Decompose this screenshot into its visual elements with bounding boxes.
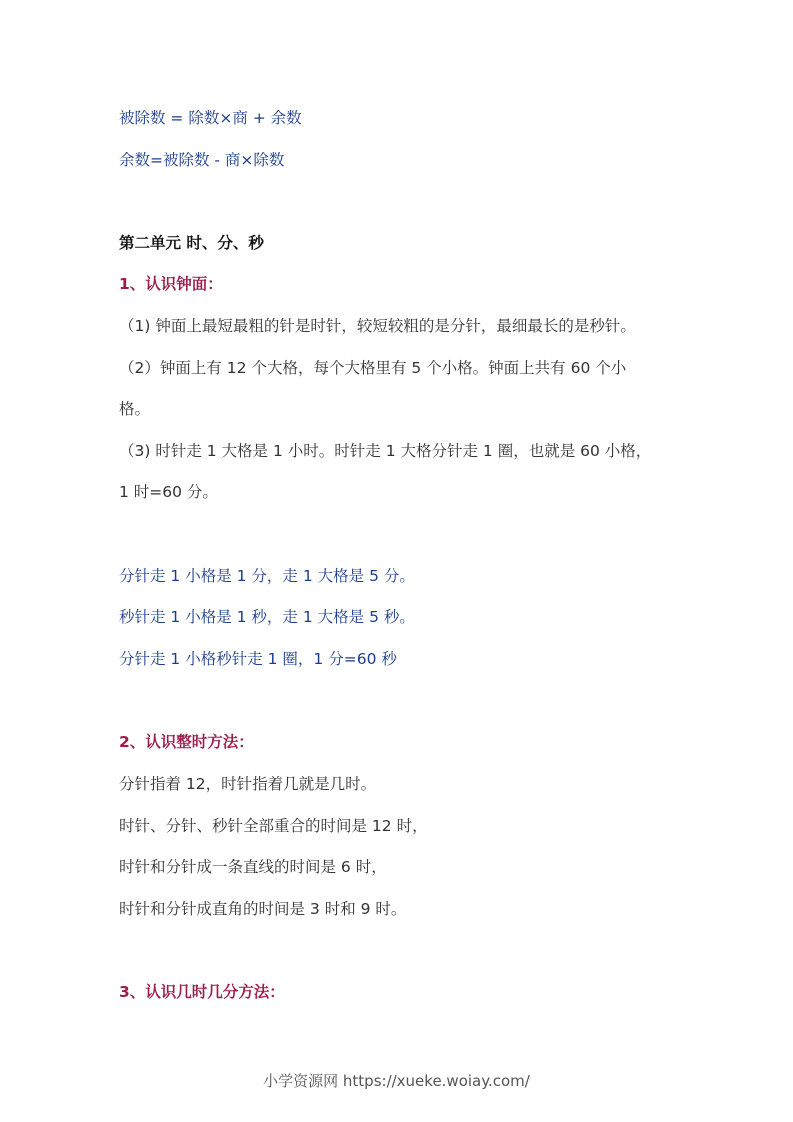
section2-line: 时针和分针成直角的时间是 3 时和 9 时。	[119, 900, 407, 918]
section1-line: 格。	[119, 400, 151, 418]
section1-line: （2）钟面上有 12 个大格，每个大格里有 5 个小格。钟面上共有 60 个小	[119, 359, 627, 377]
section1-line: （1) 钟面上最短最粗的针是时针，较短较粗的是分针，最细最长的是秒针。	[119, 317, 636, 335]
section2-line: 分针指着 12，时针指着几就是几时。	[119, 775, 377, 793]
section1-note: 分针走 1 小格是 1 分，走 1 大格是 5 分。	[119, 567, 415, 585]
section2-line: 时针、分针、秒针全部重合的时间是 12 时，	[119, 817, 428, 835]
section1-line: （3) 时针走 1 大格是 1 小时。时针走 1 大格分针走 1 圈，也就是 60 小格，	[119, 442, 652, 460]
formula-dividend: 被除数 = 除数×商 + 余数	[119, 109, 302, 127]
section2-title: 2、认识整时方法：	[119, 733, 254, 751]
formula-remainder: 余数=被除数 - 商×除数	[119, 151, 285, 169]
section1-line: 1 时=60 分。	[119, 483, 218, 501]
section1-note: 分针走 1 小格秒针走 1 圈，1 分=60 秒	[119, 650, 397, 668]
section2-line: 时针和分针成一条直线的时间是 6 时，	[119, 858, 387, 876]
section3-title: 3、认识几时几分方法：	[119, 983, 285, 1001]
section1-note: 秒针走 1 小格是 1 秒，走 1 大格是 5 秒。	[119, 608, 415, 626]
unit-title: 第二单元 时、分、秒	[119, 234, 264, 252]
page-footer: 小学资源网 https://xueke.woiay.com/	[263, 1072, 530, 1090]
section1-title: 1、认识钟面：	[119, 275, 223, 293]
